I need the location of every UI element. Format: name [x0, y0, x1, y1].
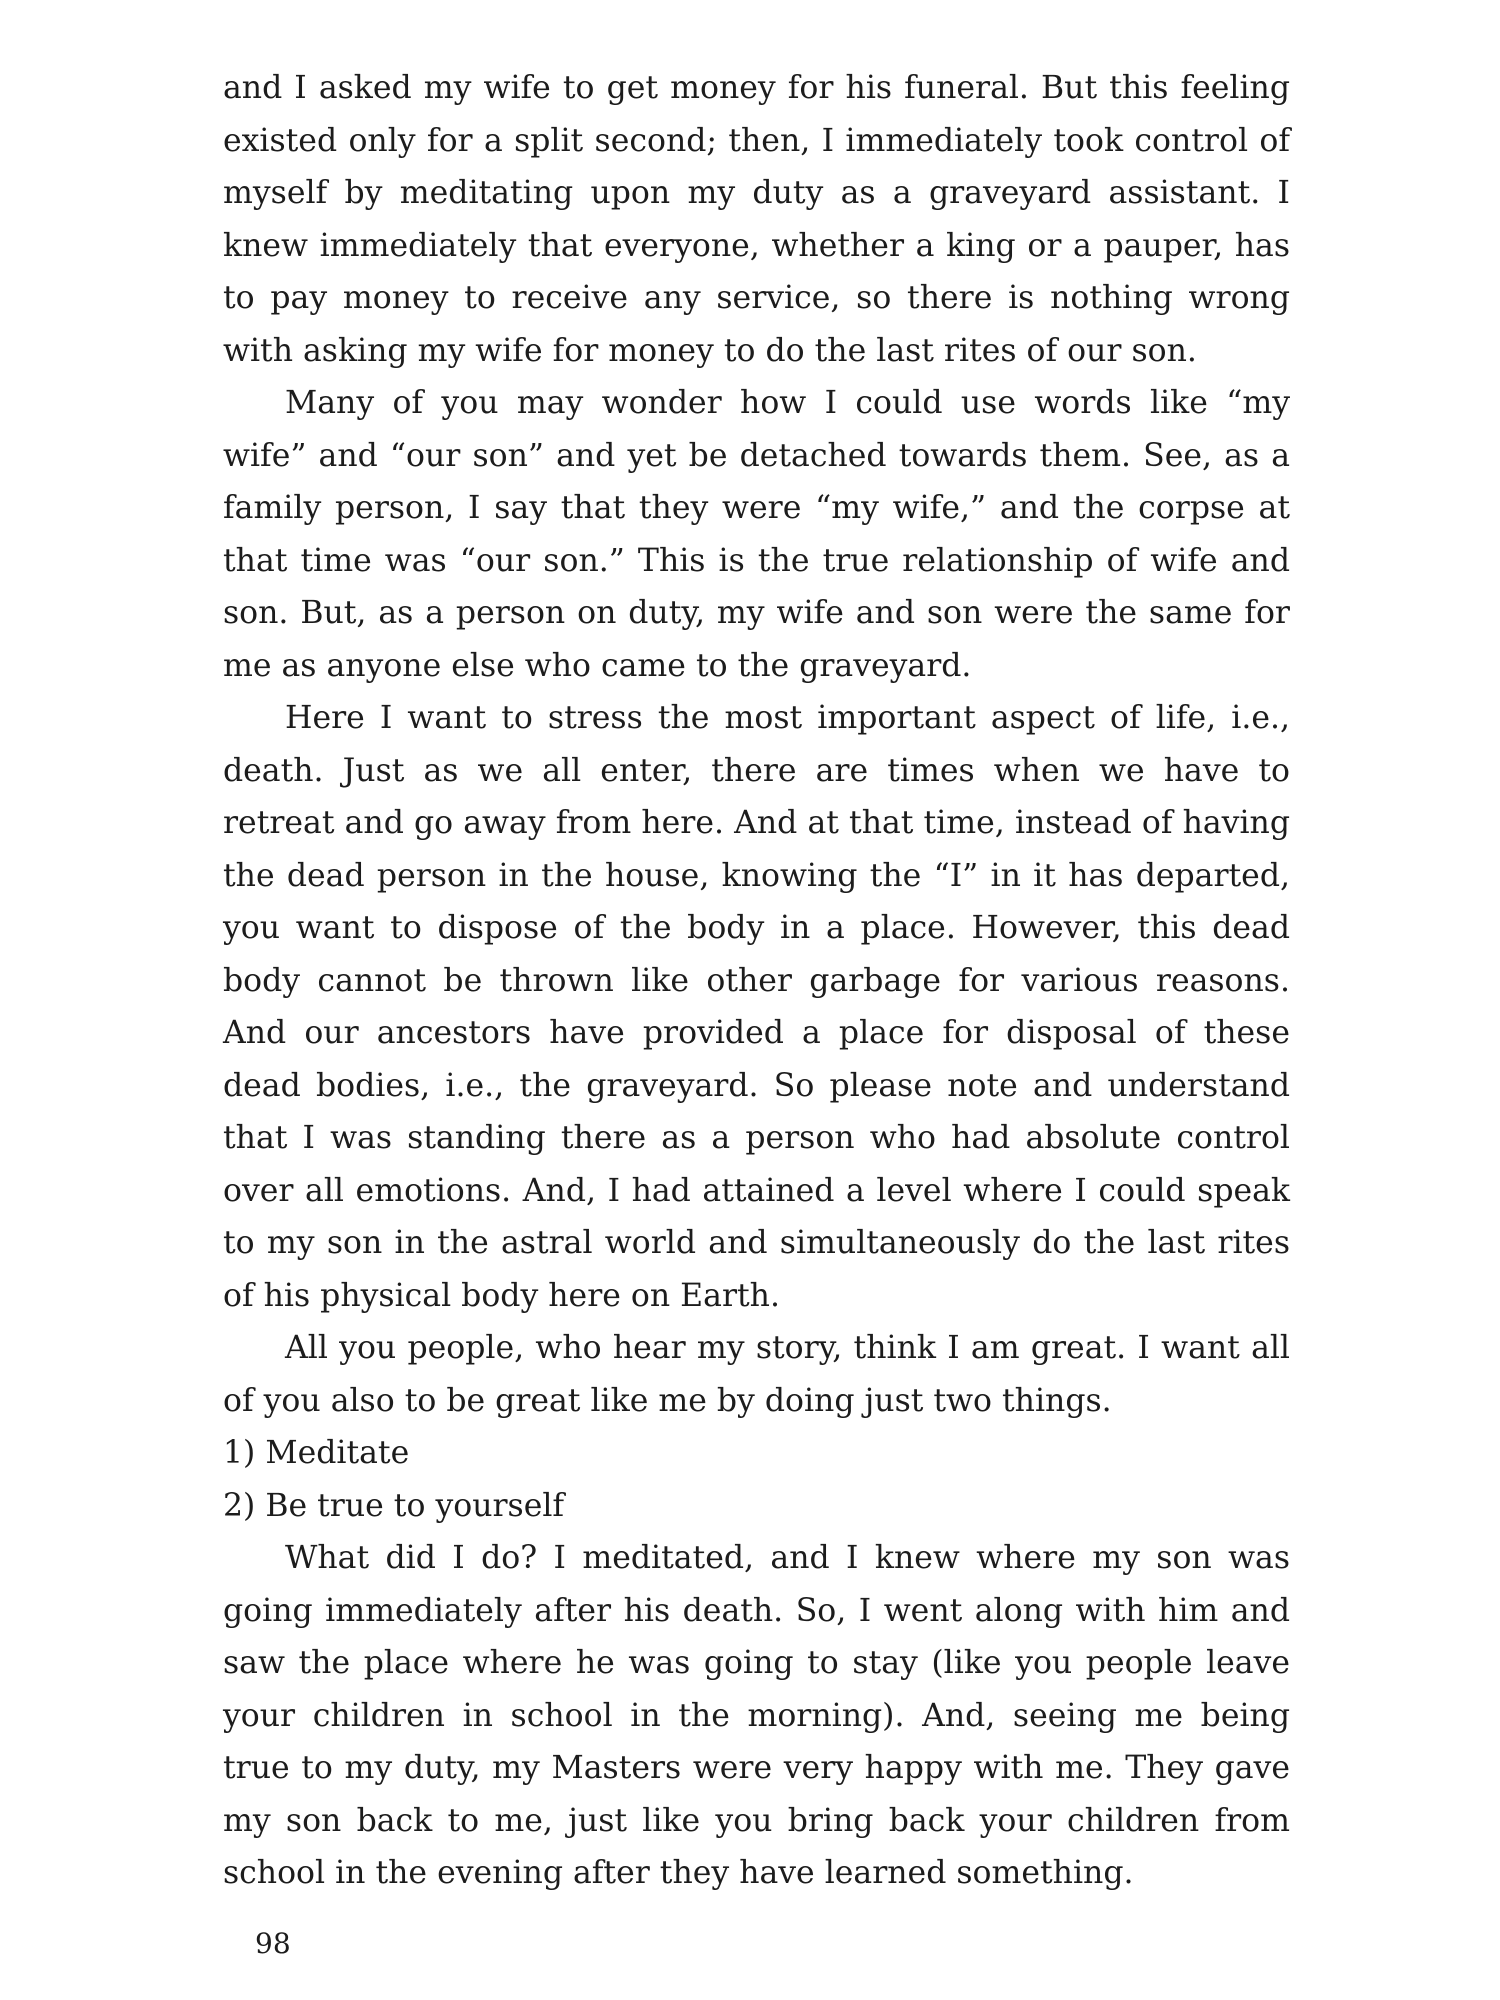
page-body-text	[223, 62, 1290, 1900]
list-item: 2) Be true to yourself	[223, 1487, 565, 1524]
paragraph: What did I do? I meditated, and I knew where my son was going immediately after his death. So, I went along with him and saw the place where he was going to stay (like you people leave your children in school in the morning). And, seeing me being true to my duty, my Masters were very happy with me. They gave my son back to me, just like you bring back your children from school in the evening after they have learned something.	[223, 1540, 1290, 1891]
paragraph: and I asked my wife to get money for his funeral. But this feeling existed only for a split second; then, I immediately took control of myself by meditating upon my duty as a graveyard assistant. I knew immediately that everyone, whether a king or a pauper, has to pay money to receive any service, so there is nothing wrong with asking my wife for money to do the last rites of our son.	[223, 70, 1290, 369]
paragraph: Many of you may wonder how I could use words like “my wife” and “our son” and yet be detached towards them. See, as a family person, I say that they were “my wife,” and the corpse at that time was “our son.” This is the true relationship of wife and son. But, as a person on duty, my wife and son were the same for me as anyone else who came to the graveyard.	[223, 385, 1290, 684]
page-number: 98	[255, 1927, 291, 1960]
paragraph: All you people, who hear my story, think I am great. I want all of you also to be great like me by doing just two things.	[223, 1330, 1290, 1419]
paragraph: Here I want to stress the most important aspect of life, i.e., death. Just as we all enter, there are times when we have to retreat and go away from here. And at that time, instead of having the dead person in the house, knowing the “I” in it has departed, you want to dispose of the body in a place. However, this dead body cannot be thrown like other garbage for various reasons. And our ancestors have provided a place for disposal of these dead bodies, i.e., the graveyard. So please note and understand that I was standing there as a person who had absolute control over all emotions. And, I had attained a level where I could speak to my son in the astral world and simultaneously do the last rites of his physical body here on Earth.	[223, 700, 1290, 1314]
list-item: 1) Meditate	[223, 1435, 410, 1471]
